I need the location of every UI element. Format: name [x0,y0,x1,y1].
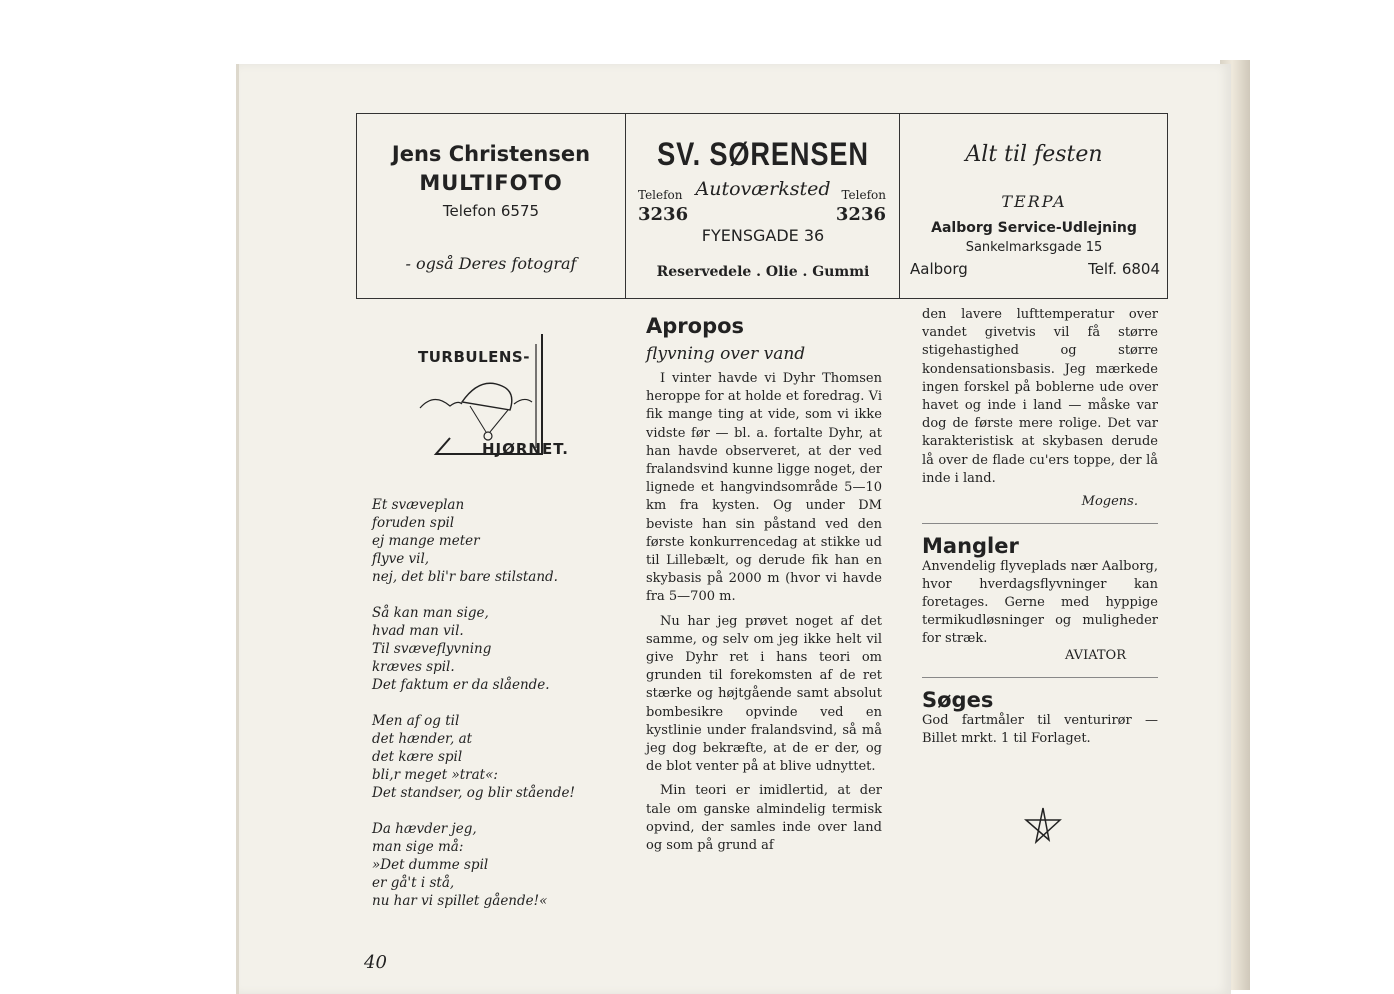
phone-label: Telefon [841,188,886,202]
ad-multifoto-phone: Telefon 6575 [442,202,540,220]
article-signature: Mogens. [1081,494,1138,510]
poem-line: nej, det bli'r bare stilstand. [372,569,558,585]
poem-stanza [372,604,612,694]
ad-sorensen [625,114,900,298]
logo-text-turbulens: TURBULENS- [418,348,530,366]
soeges-text: God fartmåler til venturirør — Billet mrkt. 1 til Forlaget. [922,713,1158,747]
poem-line: hvad man vil. [372,623,464,639]
poem-line: Så kan man sige, [372,605,489,621]
logo-text-hjornet: HJØRNET. [482,440,569,458]
article-continuation: den lavere lufttemperatur over vandet givetvis vil få større stigehastighed og større kondensationsbasis. Jeg mærkede ingen forskel på boblerne ude over havet og inde i land — måske var dog de første mere rolige. Det var karakteristisk at skybasen derude lå over de flade cu'ers toppe, der lå inde i land. [922,307,1158,486]
turbulens-logo [410,330,590,470]
poem-stanza [372,712,612,802]
poem-line: man sige må: [372,839,464,855]
article-paragraph: Min teori er imidlertid, at der tale om ganske almindelig termisk opvind, der samles inde over land og som på grund af [646,783,882,854]
right-column [922,306,1158,748]
phone-label: Telefon [638,188,683,202]
mangler-text: Anvendelig flyveplads nær Aalborg, hvor hverdagsflyvninger kan foretages. Gerne med hyppige termikudløsninger og muligheder for stræk. [922,559,1158,647]
article-title: Apropos [646,314,745,338]
poem-stanza [372,496,612,586]
poem-line: Et svæveplan [372,497,465,513]
article-paragraph: I vinter havde vi Dyhr Thomsen heroppe for at holde et foredrag. Vi fik mange ting at vide, som vi ikke vidste før — bl. a. fortalte Dyhr, at han havde observeret, at der ved fralandsvind kunne ligge noget, der lignede et hangvindsområde 5—10 km fra kysten. Og under DM beviste han sin påstand ved den første konkurrencedag at stikke ud til Lillebælt, og derude fik han en skybasis på 2000 m (hvor vi havde fra 5—700 m. [646,371,882,605]
ad-terpa-phone: Telf. 6804 [1088,260,1160,278]
ad-multifoto [357,114,625,298]
soeges-title: Søges [922,688,994,713]
mangler-title: Mangler [922,534,1019,559]
poem-line: foruden spil [372,515,455,531]
ad-terpa-title: Alt til festen [965,142,1103,167]
ad-terpa-brand: TERPA [1001,192,1067,211]
ad-multifoto-tagline: - også Deres fotograf [405,254,577,273]
ad-sorensen-address: FYENSGADE 36 [701,226,825,245]
page-number: 40 [364,952,387,973]
ad-sorensen-name: SV. SØRENSEN [657,136,869,172]
mangler-signature: AVIATOR [1064,648,1126,664]
article-paragraph: Nu har jeg prøvet noget af det samme, og selv om jeg ikke helt vil give Dyhr ret i hans teori om grunden til forekomsten af de ret stærke og højtgående samt absolut bombesikre opvinde ved en kystlinie under fralandsvind, så må jeg dog bekræfte, at de er der, og de blot venter på at blive udnyttet. [646,613,882,775]
ad-sorensen-phone-right [836,188,886,225]
poem-line: flyve vil, [372,551,430,567]
ad-terpa-city: Aalborg [910,260,968,278]
poem-line: er gå't i stå, [372,875,455,891]
poem-stanza [372,820,612,910]
ad-multifoto-name: Jens Christensen [391,142,591,166]
poem-line: »Det dumme spil [372,857,489,873]
phone-number: 3236 [835,204,886,225]
poem-line: kræves spil. [372,659,455,675]
star-icon [1022,806,1064,846]
article-column [646,314,882,861]
ad-terpa [899,114,1168,298]
phone-number: 3236 [638,204,689,225]
poem-line: Til svæveflyvning [372,641,492,657]
ad-terpa-street: Sankelmarksgade 15 [965,240,1103,255]
poem-line: nu har vi spillet gående!« [372,893,548,909]
poem-line: ej mange meter [372,533,480,549]
poem-line: Det standser, og blir stående! [372,785,575,801]
ad-terpa-company: Aalborg Service-Udlejning [931,220,1137,236]
ad-sorensen-type: Autoværksted [695,178,831,200]
divider [922,677,1158,678]
advertisement-bar [356,113,1168,299]
article-subtitle: flyvning over vand [646,344,806,364]
ad-multifoto-business: MULTIFOTO [419,171,563,195]
poem-line: Men af og til [372,713,460,729]
poem-line: det kære spil [372,749,463,765]
poem-line: Da hævder jeg, [372,821,477,837]
poem-line: bli,r meget »trat«: [372,767,498,783]
divider [922,523,1158,524]
poem-line: det hænder, at [372,731,473,747]
poem [372,496,612,928]
poem-line: Det faktum er da slående. [372,677,550,693]
ad-sorensen-footer: Reservedele . Olie . Gummi [656,264,870,280]
